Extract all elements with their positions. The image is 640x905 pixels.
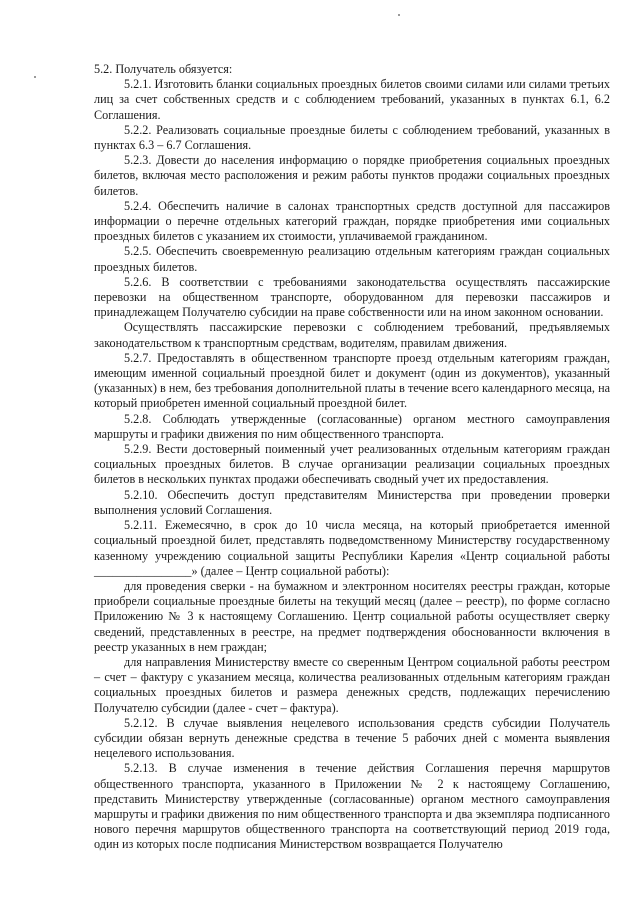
clause-5-2-5: 5.2.5. Обеспечить своевременную реализацию отдельным категориям граждан социальных проездных билетов. — [94, 244, 610, 274]
section-heading: 5.2. Получатель обязуется: — [94, 62, 233, 76]
clause-5-2-4: 5.2.4. Обеспечить наличие в салонах транспортных средств доступной для пассажиров информации о перечне отдельных категорий граждан, порядке приобретения ими социальных проездных билетов с указанием их стоимости, уплачиваемой гражданином. — [94, 198, 610, 244]
clause-5-2-7: 5.2.7. Предоставлять в общественном транспорте проезд отдельным категориям граждан, имеющим именной социальный проездной билет и документ (один из документов), указанный (указанных) в нем, без требования дополнительной платы в течение всего календарного месяца, на который приобретен именной социальный проездной билет. — [94, 350, 610, 411]
scan-speck — [398, 14, 400, 16]
clause-5-2-10: 5.2.10. Обеспечить доступ представителям Министерства при проведении проверки выполнения условий Соглашения. — [94, 487, 610, 517]
clause-5-2-3: 5.2.3. Довести до населения информацию о порядке приобретения социальных проездных билетов, включая место расположения и режим работы пунктов продажи социальных проездных билетов. — [94, 153, 610, 198]
clause-5-2-11: 5.2.11. Ежемесячно, в срок до 10 числа месяца, на который приобретается именной социальный проездной билет, представлять подведомственному Министерству государственному казенному учреждению социальной защиты Республики Карелия «Центр социальной работы ________________» (далее – Центр социальной работы): — [94, 518, 610, 578]
clause-5-2-13: 5.2.13. В случае изменения в течение действия Соглашения перечня маршрутов общественного транспорта, указанного в Приложении № 2 к настоящему Соглашению, представить Министерству утвержденные (согласованные) органом местного самоуправления маршруты и графики движения по ним общественного транспорта и два экземпляра подписанного нового перечня маршрутов общественного транспорта на соответствующий период 2019 года, один из которых после подписания Министерством возвращается Получателю — [94, 761, 610, 852]
scan-speck — [34, 76, 36, 78]
clause-5-2-1: 5.2.1. Изготовить бланки социальных проездных билетов своими силами или силами третьих лиц за счет собственных средств и с соблюдением требований, указанных в пунктах 6.1, 6.2 Соглашения. — [94, 77, 610, 122]
clause-5-2-9: 5.2.9. Вести достоверный поименный учет реализованных отдельным категориям граждан социальных проездных билетов. В случае организации реализации социальных проездных билетов в нескольких пунктах продажи обеспечивать сводный учет их предоставления. — [94, 442, 610, 487]
clause-5-2-2: 5.2.2. Реализовать социальные проездные билеты с соблюдением требований, указанных в пунктах 6.3 – 6.7 Соглашения. — [94, 122, 610, 153]
clause-5-2-11-reconciliation: для проведения сверки - на бумажном и электронном носителях реестры граждан, которые приобрели социальные проездные билеты на текущий месяц (далее – реестр), по форме согласно Приложению № 3 к настоящему Соглашению. Центр социальной работы осуществляет сверку сведений, представленных в реестре, на предмет подтверждения обоснованности включения в реестр указанных в нем граждан; — [94, 578, 610, 654]
clause-5-2-11-invoice: для направления Министерству вместе со сверенным Центром социальной работы реестром – счет – фактуру с указанием месяца, количества реализованных отдельным категориям граждан социальных проездных билетов и размера денежных средств, подлежащих перечислению Получателю субсидии (далее - счет – фактура). — [94, 654, 610, 715]
clause-5-2-12: 5.2.12. В случае выявления нецелевого использования средств субсидии Получатель субсидии обязан вернуть денежные средства в течение 5 рабочих дней с момента выявления нецелевого использования. — [94, 715, 610, 761]
clause-5-2-6: 5.2.6. В соответствии с требованиями законодательства осуществлять пассажирские перевозки на общественном транспорте, оборудованном для перевозки пассажиров и принадлежащем Получателю субсидии на праве собственности или на ином законном основании. — [94, 274, 610, 320]
clause-5-2-6-continuation: Осуществлять пассажирские перевозки с соблюдением требований, предъявляемых законодательством к транспортным средствам, водителям, правилам движения. — [94, 320, 610, 350]
clause-5-2-8: 5.2.8. Соблюдать утвержденные (согласованные) органом местного самоуправления маршруты и графики движения по ним общественного транспорта. — [94, 411, 610, 441]
